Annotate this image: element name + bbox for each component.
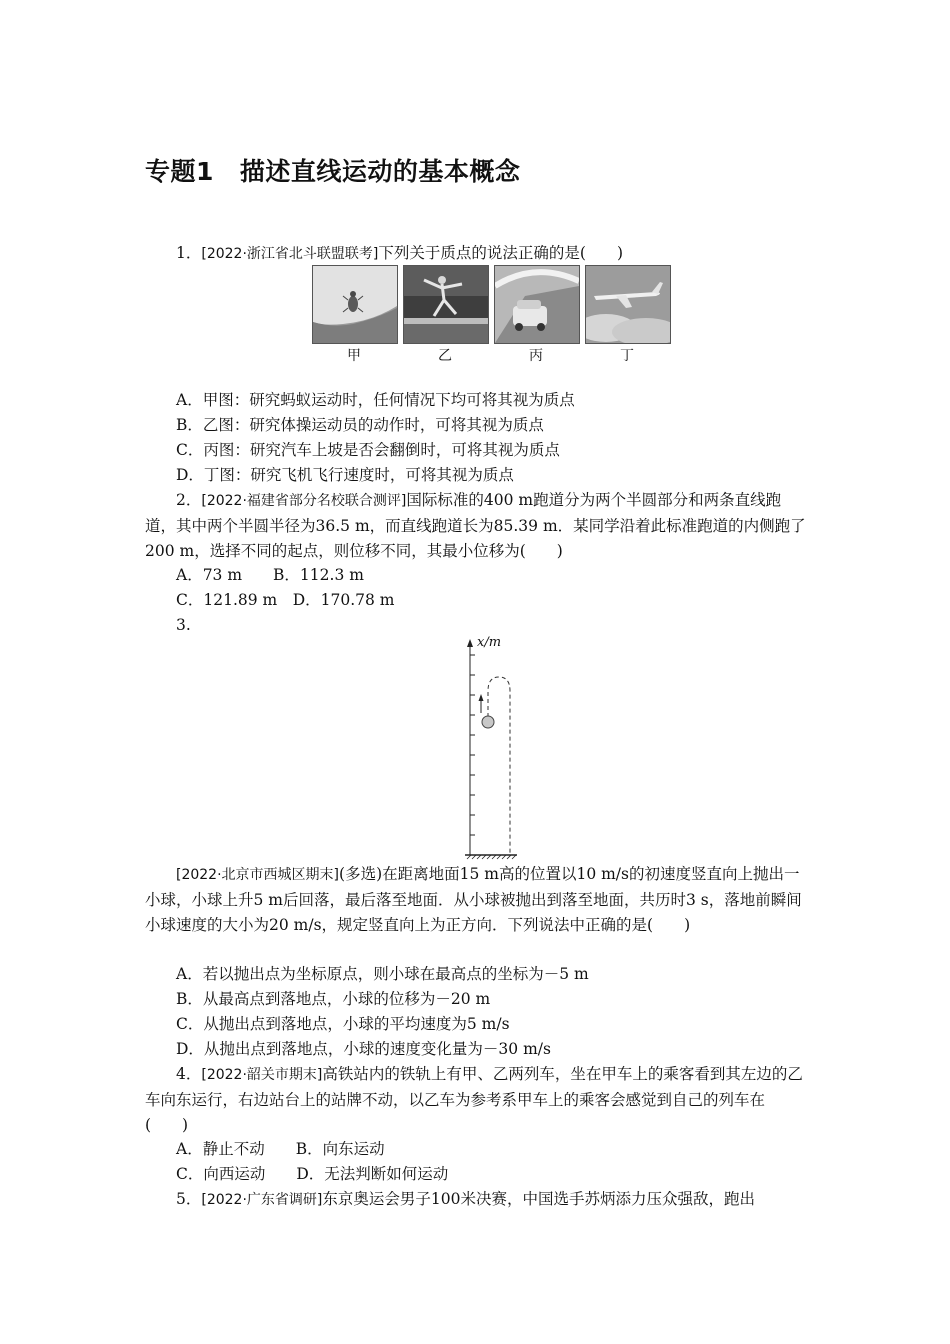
- title-text: 描述直线运动的基本概念: [239, 157, 521, 186]
- q1-option-d: D．丁图：研究飞机飞行速度时，可将其视为质点: [176, 466, 514, 484]
- question-5-stem: [145, 1187, 807, 1213]
- question-3-number: 3.: [176, 616, 191, 634]
- question-number: 1．: [176, 244, 202, 262]
- q2-options-row-1: A．73 m B．112.3 m: [176, 566, 364, 584]
- question-source: [2022·北京市西城区期末]: [176, 867, 340, 883]
- axis-label: x/m: [477, 635, 502, 650]
- q4-options-row-2: C．向西运动 D．无法判断如何运动: [176, 1165, 449, 1183]
- title-label: 专题1: [145, 157, 214, 186]
- question-number: 5．: [176, 1190, 202, 1208]
- airplane-image: [585, 265, 671, 344]
- caption-bing: 丙: [529, 348, 543, 364]
- question-3-stem: [145, 862, 807, 938]
- q3-option-d: D．从抛出点到落地点，小球的速度变化量为－30 m/s: [176, 1040, 551, 1058]
- question-source: [2022·浙江省北斗联盟联考]: [201, 246, 379, 262]
- q4-options-row-1: A．静止不动 B．向东运动: [176, 1140, 385, 1158]
- question-2-stem: [145, 488, 807, 564]
- q3-option-c: C．从抛出点到落地点，小球的平均速度为5 m/s: [176, 1015, 510, 1033]
- car-on-slope-image: [494, 265, 580, 344]
- question-number: 4．: [176, 1065, 202, 1083]
- page-title: [145, 152, 520, 188]
- gymnast-image: [403, 265, 489, 344]
- ball-trajectory-diagram: [455, 633, 535, 863]
- caption-jia: 甲: [347, 348, 361, 364]
- q1-option-b: B．乙图：研究体操运动员的动作时，可将其视为质点: [176, 416, 544, 434]
- question-1-figures: [312, 265, 672, 365]
- q3-option-a: A．若以抛出点为坐标原点，则小球在最高点的坐标为－5 m: [176, 965, 589, 983]
- q1-option-c: C．丙图：研究汽车上坡是否会翻倒时，可将其视为质点: [176, 441, 560, 459]
- question-text: 高铁站内的铁轨上有甲、乙两列车，坐在甲车上的乘客看到其左边的乙车向东运行，右边站台上的站牌不动，以乙车为参考系甲车上的乘客会感觉到自己的列车在( ): [145, 1065, 803, 1134]
- question-source: [2022·福建省部分名校联合测评]: [201, 493, 407, 509]
- question-text: 下列关于质点的说法正确的是( ): [378, 244, 623, 262]
- question-text: 国际标准的400 m跑道分为两个半圆部分和两条直线跑道，其中两个半圆半径为36.5 m，而直线跑道长为85.39 m．某同学沿着此标准跑道的内侧跑了200 m，选择不同的起点，则位移不同，其最小位移为( ): [145, 491, 806, 560]
- q1-option-a: A．甲图：研究蚂蚁运动时，任何情况下均可将其视为质点: [176, 391, 575, 409]
- question-text: 东京奥运会男子100米决赛，中国选手苏炳添力压众强敌，跑出: [322, 1190, 755, 1208]
- question-source: [2022·广东省调研]: [201, 1192, 323, 1208]
- q3-option-b: B．从最高点到落地点，小球的位移为－20 m: [176, 990, 491, 1008]
- question-source: [2022·韶关市期末]: [201, 1067, 323, 1083]
- caption-yi: 乙: [438, 348, 452, 364]
- q2-options-row-2: C．121.89 m D．170.78 m: [176, 591, 395, 609]
- question-text: (多选)在距离地面15 m高的位置以10 m/s的初速度竖直向上抛出一小球，小球上升5 m后回落，最后落至地面．从小球被抛出到落至地面，共历时3 s，落地前瞬间小球速度的大小为20 m/s，规定竖直向上为正方向．下列说法中正确的是( ): [145, 865, 802, 934]
- caption-ding: 丁: [620, 348, 634, 364]
- question-4-stem: [145, 1062, 807, 1138]
- question-number: 2．: [176, 491, 202, 509]
- question-1-stem: [145, 241, 807, 267]
- ant-on-leaf-image: [312, 265, 398, 344]
